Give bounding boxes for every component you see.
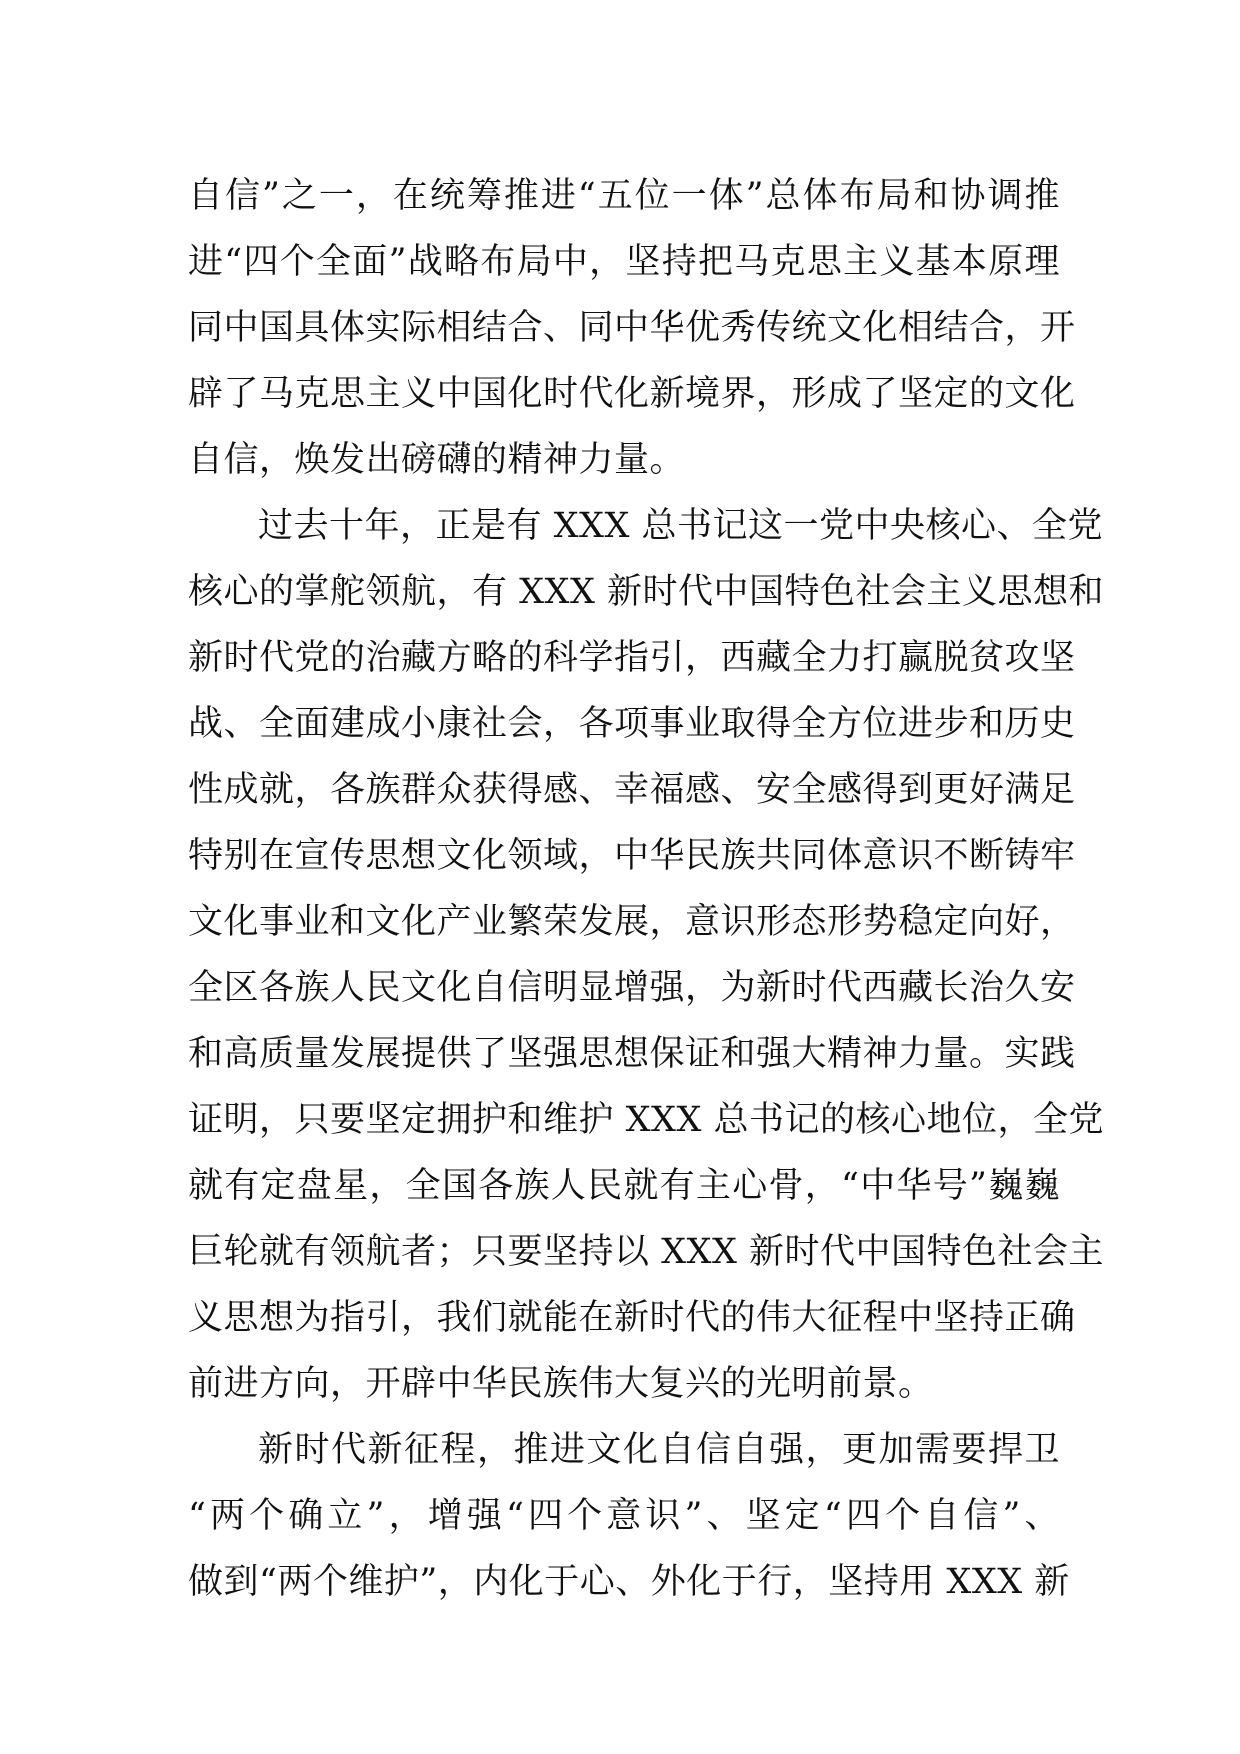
paragraph-line: 证明，只要坚定拥护和维护 XXX 总书记的核心地位，全党 <box>188 1100 1105 1140</box>
paragraph-2 <box>188 493 1105 1417</box>
paragraph-line: 和高质量发展提供了坚强思想保证和强大精神力量。实践 <box>188 1034 1076 1074</box>
paragraph-line: 前进方向，开辟中华民族伟大复兴的光明前景。 <box>188 1364 934 1404</box>
paragraph-line: 进“四个全面”战略布局中，坚持把马克思主义基本原理 <box>188 242 1060 282</box>
paragraph-line: 性成就，各族群众获得感、幸福感、安全感得到更好满足 <box>188 770 1076 810</box>
paragraph-line: 核心的掌舵领航，有 XXX 新时代中国特色社会主义思想和 <box>188 572 1105 612</box>
paragraph-line: 战、全面建成小康社会，各项事业取得全方位进步和历史 <box>188 704 1076 744</box>
paragraph-line: 同中国具体实际相结合、同中华优秀传统文化相结合，开 <box>188 308 1076 348</box>
paragraph-line: 特别在宣传思想文化领域，中华民族共同体意识不断铸牢 <box>188 836 1076 876</box>
paragraph-line: 自信”之一，在统筹推进“五位一体”总体布局和协调推 <box>188 176 1060 216</box>
paragraph-line: 自信，焕发出磅礴的精神力量。 <box>188 440 686 480</box>
paragraph-line: 巨轮就有领航者；只要坚持以 XXX 新时代中国特色社会主 <box>188 1232 1105 1272</box>
document-body <box>188 163 1105 1615</box>
paragraph-line: 义思想为指引，我们就能在新时代的伟大征程中坚持正确 <box>188 1298 1076 1338</box>
paragraph-line: “两个确立”，增强“四个意识”、坚定“四个自信”、 <box>188 1496 1060 1536</box>
paragraph-line: 新时代党的治藏方略的科学指引，西藏全力打赢脱贫攻坚 <box>188 638 1076 678</box>
paragraph-1 <box>188 163 1076 493</box>
paragraph-line: 辟了马克思主义中国化时代化新境界，形成了坚定的文化 <box>188 374 1076 414</box>
paragraph-line: 文化事业和文化产业繁荣发展，意识形态形势稳定向好， <box>188 902 1076 942</box>
paragraph-line: 过去十年，正是有 XXX 总书记这一党中央核心、全党 <box>258 506 1104 546</box>
paragraph-3 <box>188 1417 1070 1615</box>
paragraph-line: 做到“两个维护”，内化于心、外化于行，坚持用 XXX 新 <box>188 1562 1070 1602</box>
paragraph-line: 全区各族人民文化自信明显增强，为新时代西藏长治久安 <box>188 968 1076 1008</box>
paragraph-line: 新时代新征程，推进文化自信自强，更加需要捍卫 <box>258 1430 1060 1470</box>
paragraph-line: 就有定盘星，全国各族人民就有主心骨，“中华号”巍巍 <box>188 1166 1060 1206</box>
